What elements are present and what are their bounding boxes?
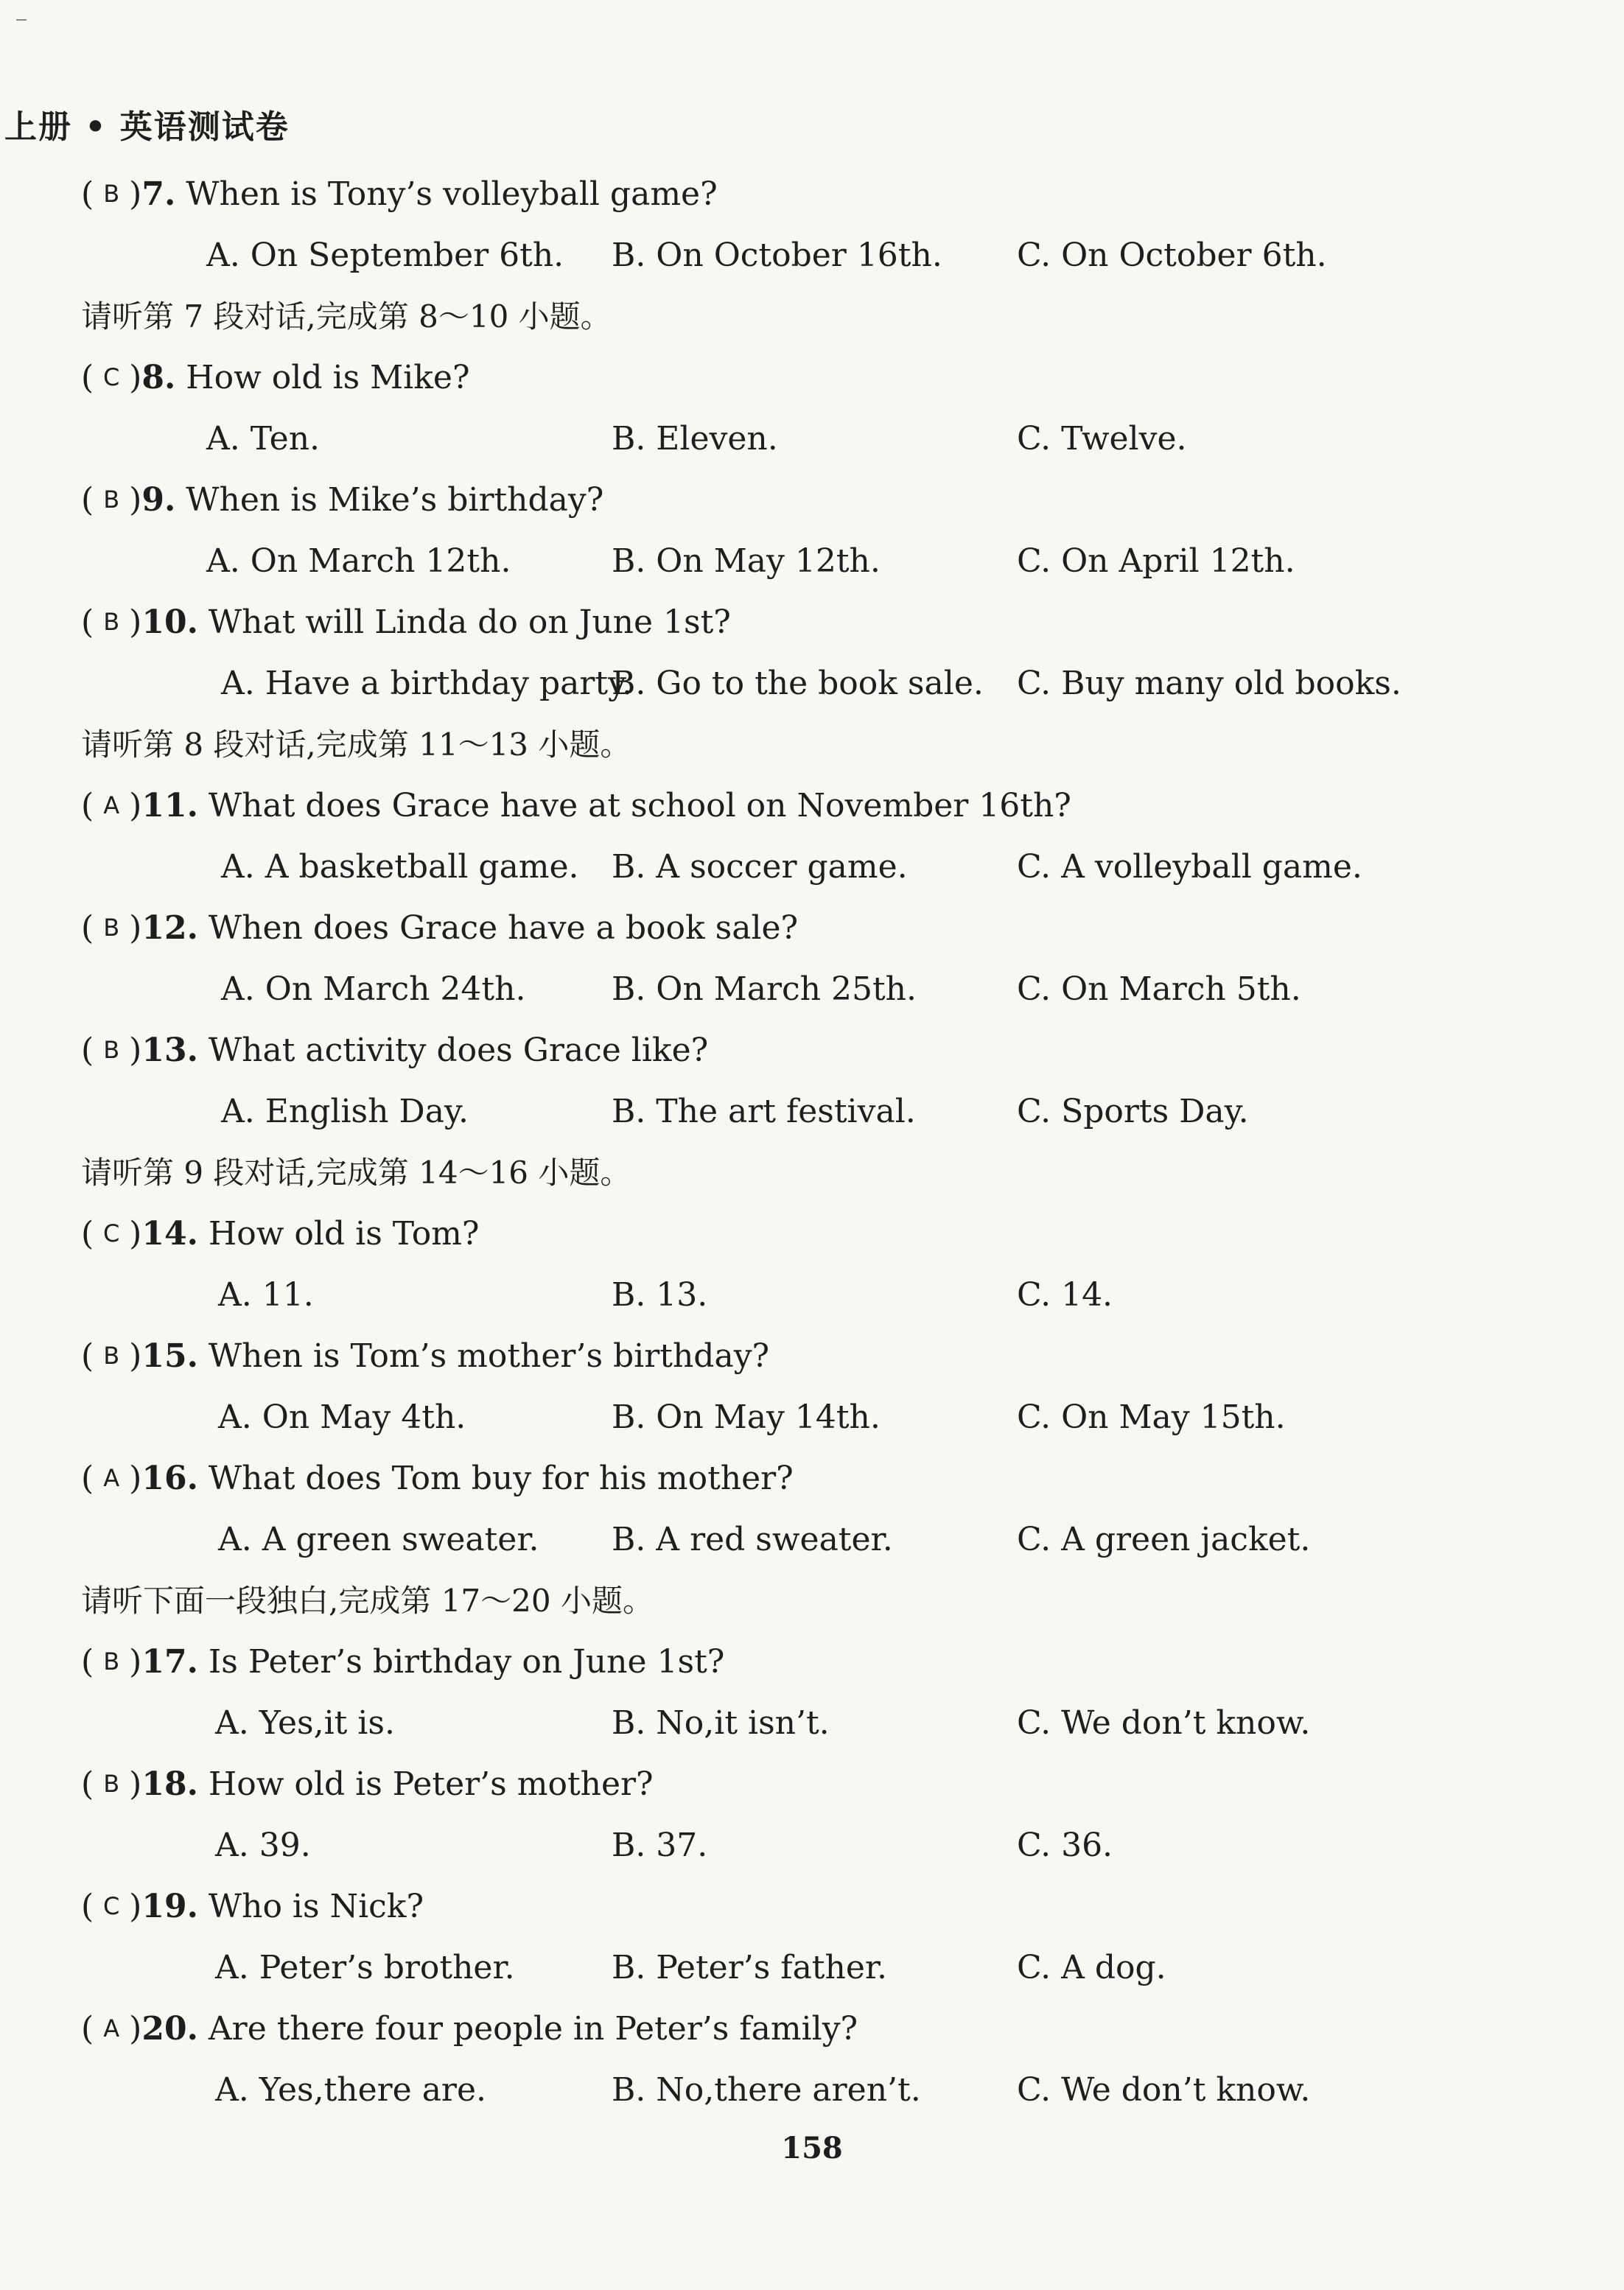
options-9 [81, 531, 1584, 592]
answer-mark: B [103, 1770, 120, 1798]
option-a: A. Peter’s brother. [215, 1949, 515, 1986]
question-number: 13. [141, 1032, 198, 1069]
answer-paren: ( B ) [81, 164, 141, 225]
scan-mark [16, 19, 27, 21]
option-c: C. A green jacket. [1017, 1521, 1311, 1558]
question-number: 14. [141, 1215, 198, 1253]
question-number: 15. [141, 1337, 198, 1375]
question-15 [81, 1326, 1584, 1387]
answer-paren: ( A ) [81, 775, 141, 836]
answer-mark: B [103, 486, 120, 514]
question-12 [81, 897, 1584, 959]
option-a: A. English Day. [221, 1093, 469, 1130]
option-b: B. No,it isn’t. [612, 1704, 830, 1742]
options-18 [81, 1815, 1584, 1876]
answer-paren: ( B ) [81, 1326, 141, 1387]
option-b: B. On March 25th. [612, 970, 917, 1008]
answer-mark: C [103, 1219, 120, 1247]
question-number: 18. [141, 1765, 198, 1803]
option-c: C. Twelve. [1017, 420, 1187, 458]
option-a: A. On May 4th. [218, 1398, 466, 1436]
option-a: A. Yes,there are. [215, 2071, 486, 2109]
question-number: 8. [141, 359, 176, 396]
answer-paren: ( C ) [81, 347, 141, 408]
question-list [81, 164, 1584, 2121]
section-heading: 请听第 8 段对话,完成第 11～13 小题。 [81, 726, 631, 763]
question-text: When is Mike’s birthday? [175, 481, 604, 519]
option-b: B. Go to the book sale. [612, 665, 984, 702]
option-b: B. A red sweater. [612, 1521, 893, 1558]
option-c: C. We don’t know. [1017, 2071, 1311, 2109]
option-c: C. On March 5th. [1017, 970, 1301, 1008]
question-number: 9. [141, 481, 176, 519]
option-b: B. On May 12th. [612, 542, 881, 580]
answer-paren: ( B ) [81, 469, 141, 531]
options-11 [81, 836, 1584, 897]
question-text: What activity does Grace like? [197, 1032, 709, 1069]
option-b: B. Eleven. [612, 420, 778, 458]
option-a: A. On March 12th. [206, 542, 511, 580]
option-c: C. On April 12th. [1017, 542, 1295, 580]
answer-paren: ( C ) [81, 1876, 141, 1937]
options-19 [81, 1937, 1584, 1998]
answer-paren: ( B ) [81, 1020, 141, 1081]
option-c: C. We don’t know. [1017, 1704, 1311, 1742]
option-c: C. A volleyball game. [1017, 848, 1362, 886]
question-7 [81, 164, 1584, 225]
options-20 [81, 2059, 1584, 2121]
option-a: A. Have a birthday party. [221, 665, 633, 702]
answer-mark: B [103, 180, 120, 208]
section-heading: 请听第 7 段对话,完成第 8～10 小题。 [81, 298, 612, 335]
option-a: A. 39. [215, 1827, 311, 1864]
options-16 [81, 1509, 1584, 1570]
options-17 [81, 1692, 1584, 1754]
option-a: A. On March 24th. [221, 970, 526, 1008]
option-b: B. On October 16th. [612, 237, 942, 274]
question-number: 16. [141, 1460, 198, 1497]
answer-paren: ( B ) [81, 897, 141, 959]
option-b: B. 37. [612, 1827, 708, 1864]
question-text: How old is Peter’s mother? [197, 1765, 654, 1803]
question-17 [81, 1631, 1584, 1692]
answer-mark: A [103, 791, 120, 819]
question-text: How old is Tom? [197, 1215, 480, 1253]
answer-mark: B [103, 914, 120, 942]
section-heading: 请听下面一段独白,完成第 17～20 小题。 [81, 1583, 654, 1619]
options-15 [81, 1387, 1584, 1448]
question-text: What will Linda do on June 1st? [197, 603, 731, 641]
question-10 [81, 592, 1584, 653]
question-11 [81, 775, 1584, 836]
page-header: 上册 • 英语测试卷 [4, 108, 290, 146]
option-b: B. The art festival. [612, 1093, 916, 1130]
options-8 [81, 408, 1584, 469]
option-c: C. A dog. [1017, 1949, 1166, 1986]
option-a: A. Ten. [206, 420, 321, 458]
question-text: When is Tom’s mother’s birthday? [197, 1337, 770, 1375]
question-number: 17. [141, 1643, 198, 1681]
option-b: B. No,there aren’t. [612, 2071, 921, 2109]
question-9 [81, 469, 1584, 531]
option-c: C. 36. [1017, 1827, 1113, 1864]
answer-mark: B [103, 1648, 120, 1676]
option-c: C. On October 6th. [1017, 237, 1327, 274]
answer-mark: C [103, 363, 120, 391]
option-c: C. 14. [1017, 1276, 1113, 1314]
question-14 [81, 1203, 1584, 1264]
question-18 [81, 1754, 1584, 1815]
options-10 [81, 653, 1584, 714]
answer-paren: ( A ) [81, 1448, 141, 1509]
answer-paren: ( A ) [81, 1998, 141, 2059]
options-7 [81, 225, 1584, 286]
option-b: B. A soccer game. [612, 848, 908, 886]
answer-paren: ( C ) [81, 1203, 141, 1264]
answer-paren: ( B ) [81, 592, 141, 653]
answer-paren: ( B ) [81, 1754, 141, 1815]
option-a: A. Yes,it is. [215, 1704, 395, 1742]
question-text: When does Grace have a book sale? [197, 909, 799, 947]
question-16 [81, 1448, 1584, 1509]
question-number: 12. [141, 909, 198, 947]
option-b: B. On May 14th. [612, 1398, 881, 1436]
question-number: 10. [141, 603, 198, 641]
answer-mark: B [103, 608, 120, 636]
question-number: 20. [141, 2010, 198, 2048]
option-b: B. 13. [612, 1276, 708, 1314]
question-text: Who is Nick? [197, 1888, 424, 1925]
page-number: 158 [781, 2131, 843, 2165]
answer-mark: A [103, 1464, 120, 1492]
answer-mark: C [103, 1892, 120, 1920]
option-a: A. 11. [218, 1276, 314, 1314]
question-8 [81, 347, 1584, 408]
question-13 [81, 1020, 1584, 1081]
option-a: A. On September 6th. [206, 237, 564, 274]
options-14 [81, 1264, 1584, 1326]
question-text: When is Tony’s volleyball game? [175, 175, 718, 213]
question-text: How old is Mike? [175, 359, 470, 396]
question-text: Are there four people in Peter’s family? [197, 2010, 858, 2048]
question-number: 11. [141, 787, 198, 824]
answer-mark: B [103, 1342, 120, 1370]
option-a: A. A basketball game. [221, 848, 579, 886]
option-c: C. Sports Day. [1017, 1093, 1249, 1130]
question-number: 19. [141, 1888, 198, 1925]
question-number: 7. [141, 175, 176, 213]
option-c: C. Buy many old books. [1017, 665, 1401, 702]
option-a: A. A green sweater. [218, 1521, 539, 1558]
section-heading: 请听第 9 段对话,完成第 14～16 小题。 [81, 1155, 631, 1191]
question-text: What does Grace have at school on November 16th? [197, 787, 1071, 824]
answer-mark: B [103, 1036, 120, 1064]
option-c: C. On May 15th. [1017, 1398, 1286, 1436]
question-text: Is Peter’s birthday on June 1st? [197, 1643, 725, 1681]
answer-mark: A [103, 2014, 120, 2042]
answer-paren: ( B ) [81, 1631, 141, 1692]
question-20 [81, 1998, 1584, 2059]
question-19 [81, 1876, 1584, 1937]
question-text: What does Tom buy for his mother? [197, 1460, 794, 1497]
option-b: B. Peter’s father. [612, 1949, 888, 1986]
options-12 [81, 959, 1584, 1020]
options-13 [81, 1081, 1584, 1142]
